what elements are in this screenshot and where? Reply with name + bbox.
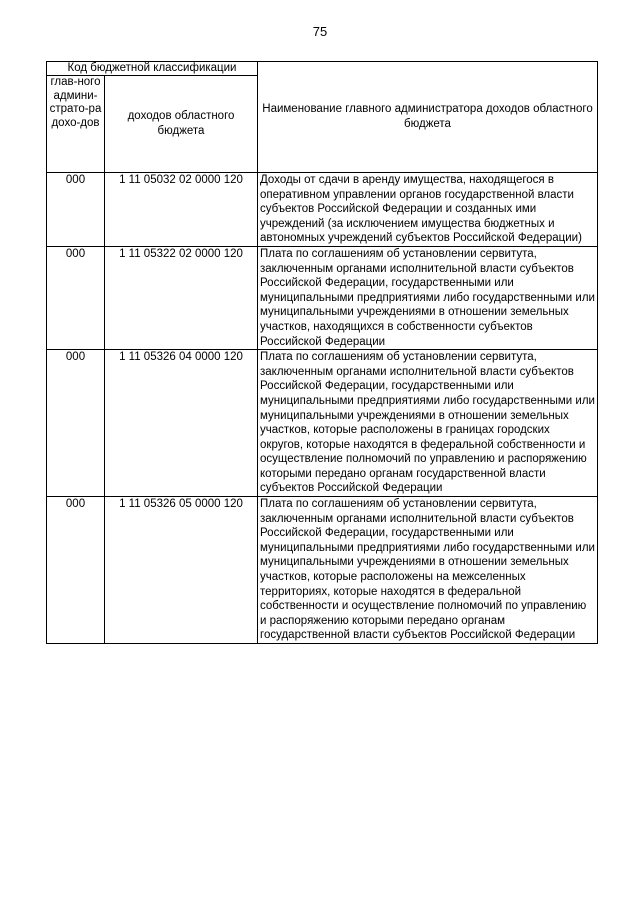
table-row	[47, 350, 598, 497]
table-row	[47, 173, 598, 247]
row-budget-code: 1 11 05326 04 0000 120	[105, 350, 258, 497]
row-income-name	[258, 173, 598, 247]
page-number: 75	[312, 24, 328, 39]
row-budget-code: 1 11 05032 02 0000 120	[105, 173, 258, 247]
row-income-name	[258, 246, 598, 349]
row-admin-code: 000	[47, 173, 105, 247]
row-income-name-text: Плата по соглашениям об установлении сервитута, заключенным органами исполнительной власти субъектов Российской Федерации, государственными или муниципальными предприятиями либо государственными или муниципальными учреждениями в отношении земельных участков, которые расположены на межселенных территориях, которые находятся в федеральной собственности и осуществление полномочий по управлению и распоряжению которыми передано органам государственной власти субъектов Российской Федерации	[260, 498, 595, 642]
header-administrator-name	[258, 62, 598, 173]
row-admin-code: 000	[47, 246, 105, 349]
row-income-name-text: Плата по соглашениям об установлении сервитута, заключенным органами исполнительной власти субъектов Российской Федерации, государственными или муниципальными предприятиями либо государственными или муниципальными учреждениями в отношении земельных участков, находящихся в собственности субъектов Российской Федерации	[260, 247, 595, 348]
row-income-name-text: Плата по соглашениям об установлении сервитута, заключенным органами исполнительной власти субъектов Российской Федерации, государственными или муниципальными предприятиями либо государственными или муниципальными учреждениями в отношении земельных участков, которые расположены в границах городских округов, которые находятся в федеральной собственности и осуществление полномочий по управлению и распоряжению которыми передано органам государственной власти субъектов Российской Федерации	[260, 351, 595, 495]
header-chief-administrator-text: глав-ного админи-страто-ра дохо-дов	[49, 76, 102, 129]
header-chief-administrator	[47, 76, 105, 173]
table-row	[47, 497, 598, 644]
row-admin-code: 000	[47, 350, 105, 497]
row-income-name	[258, 350, 598, 497]
row-budget-code: 1 11 05326 05 0000 120	[105, 497, 258, 644]
table-row	[47, 246, 598, 349]
row-income-name-text: Доходы от сдачи в аренду имущества, находящегося в оперативном управлении органов государственной власти субъектов Российской Федерации и созданных ими учреждений (за исключением имущества бюджетных и автономных учреждений субъектов Российской Федерации)	[260, 174, 582, 245]
budget-classification-table	[46, 61, 598, 644]
header-budget-code-group: Код бюджетной классификации	[47, 62, 258, 76]
header-row-group	[47, 62, 598, 76]
header-administrator-name-text: Наименование главного администратора доходов областного бюджета	[262, 103, 593, 130]
header-regional-budget-income	[105, 76, 258, 173]
row-income-name	[258, 497, 598, 644]
header-regional-budget-income-text: доходов областного бюджета	[127, 110, 235, 137]
row-admin-code: 000	[47, 497, 105, 644]
row-budget-code: 1 11 05322 02 0000 120	[105, 246, 258, 349]
